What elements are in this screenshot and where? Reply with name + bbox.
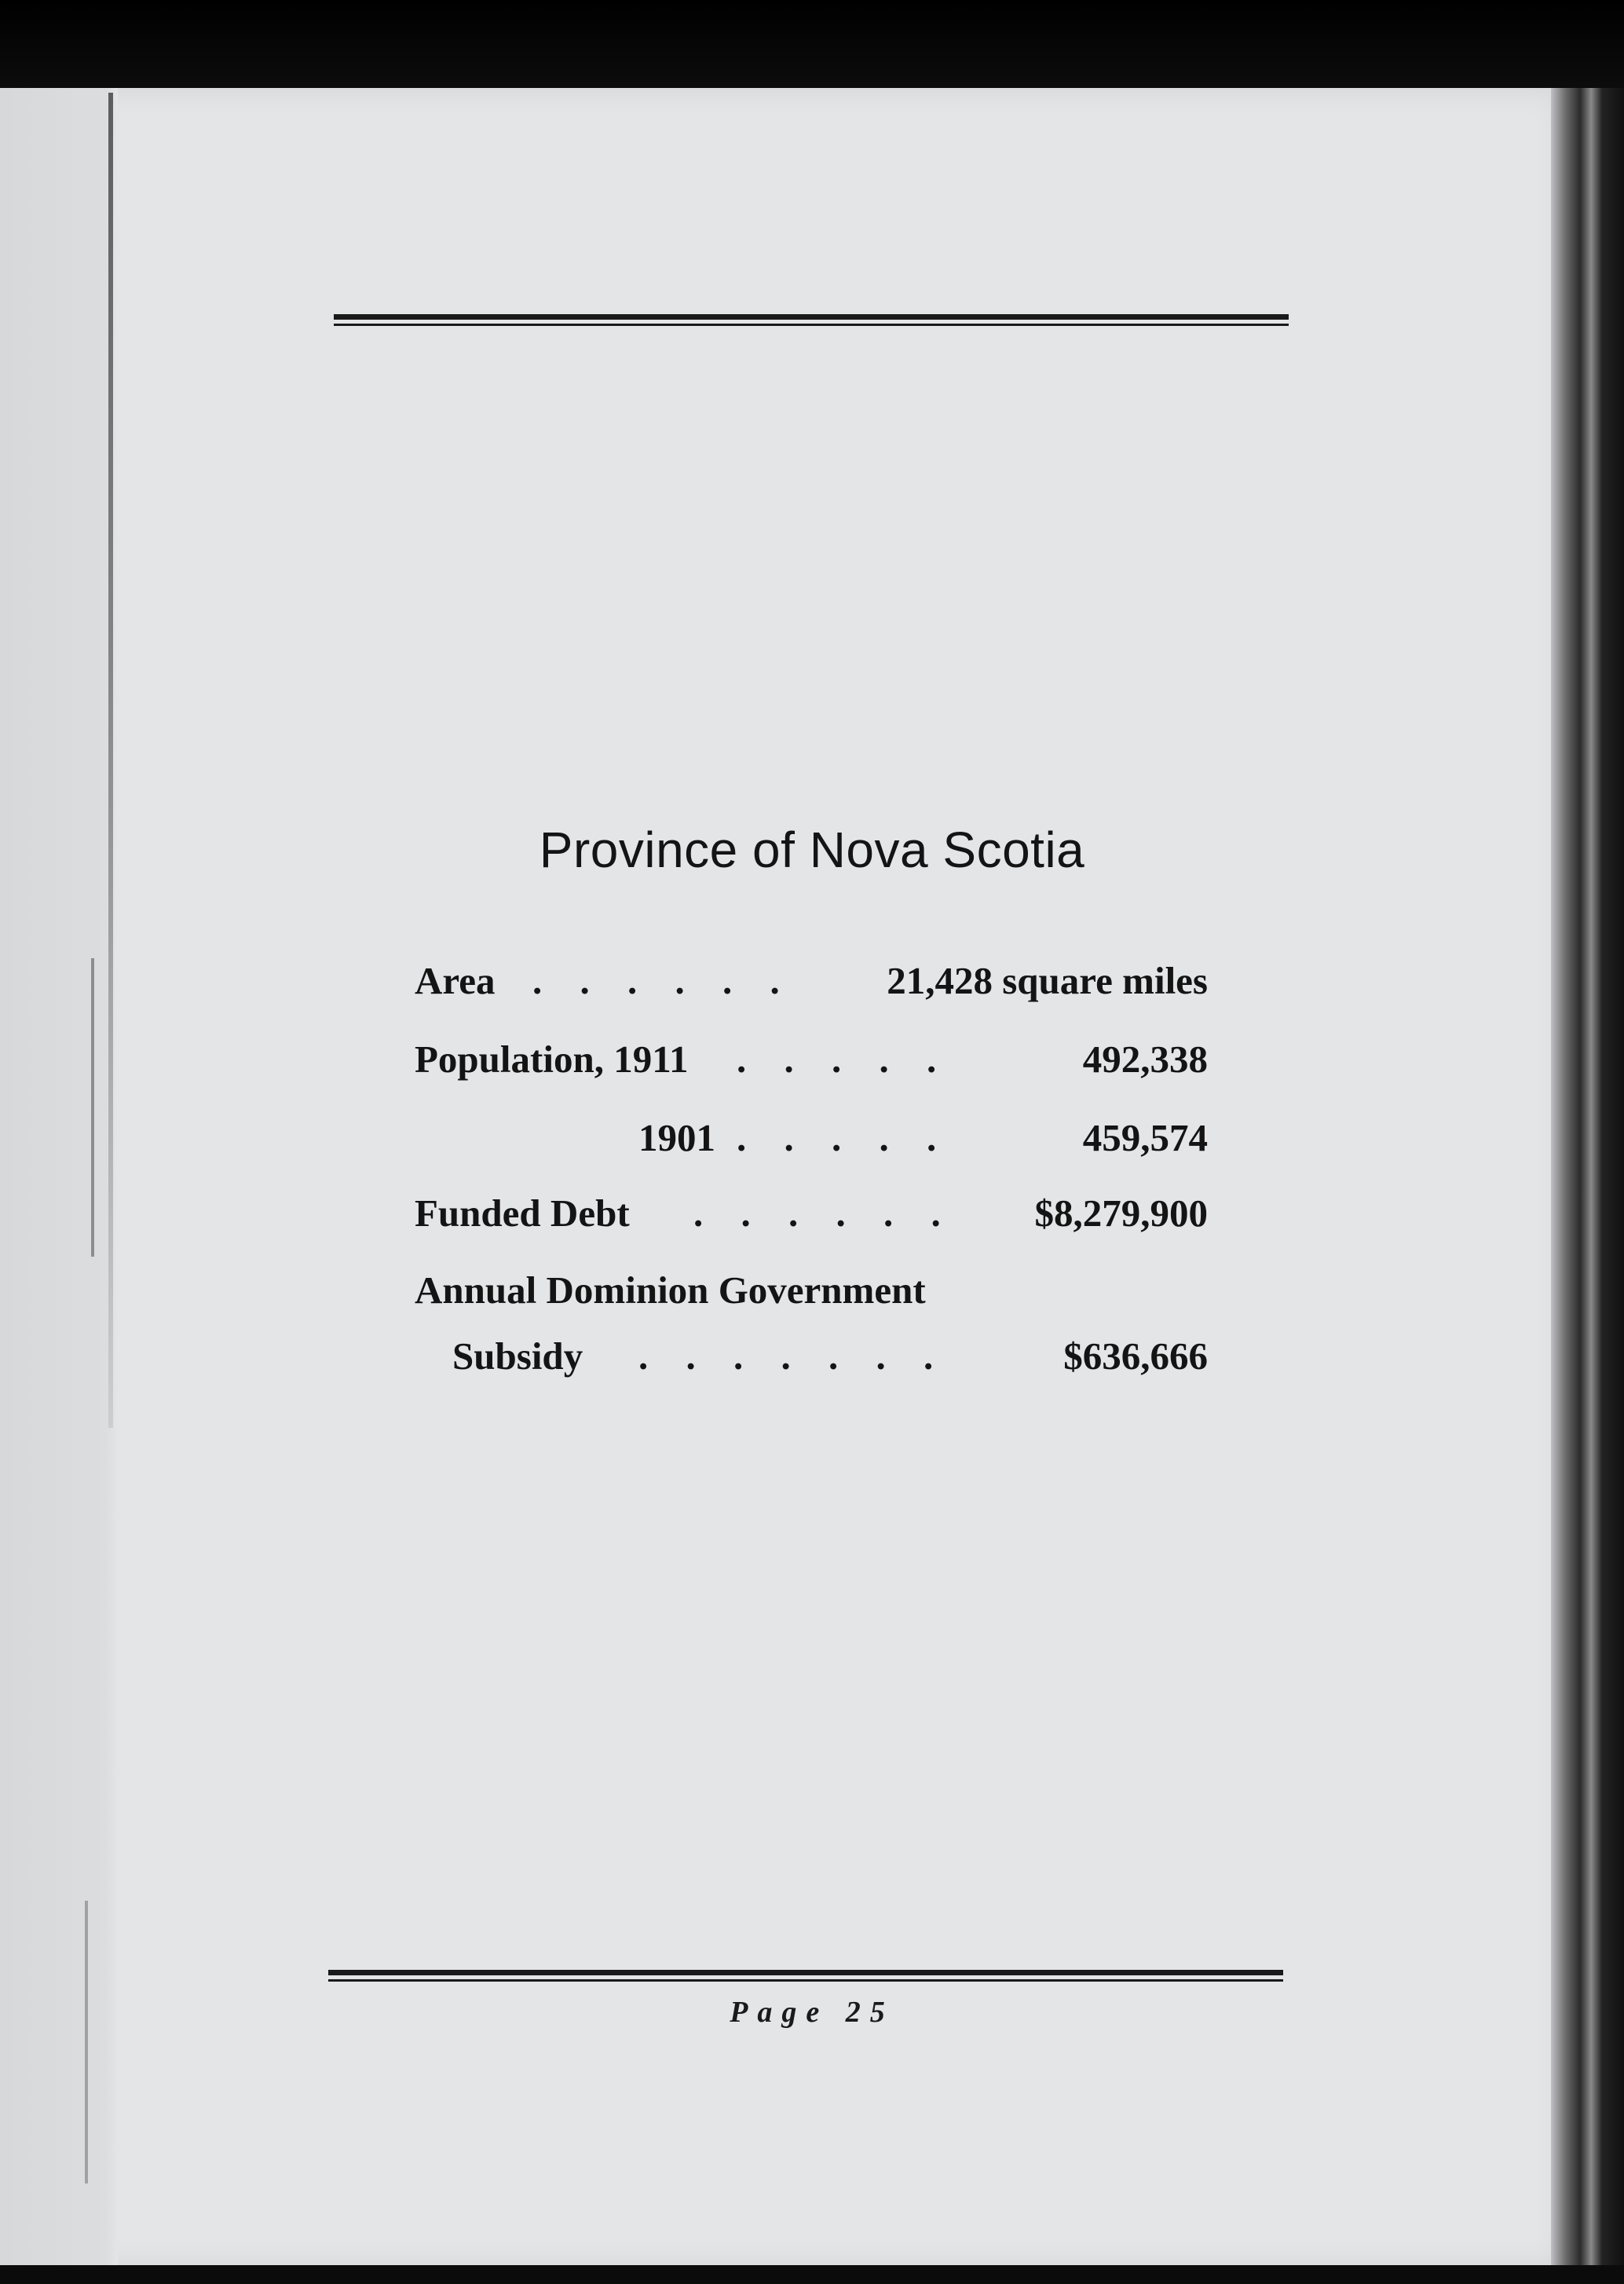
page-title: Province of Nova Scotia: [539, 822, 1085, 878]
stat-label: Annual Dominion Government: [415, 1268, 926, 1312]
page-number: Page 25: [730, 1996, 894, 2029]
top-double-rule: [334, 314, 1289, 326]
stat-row-subsidy: [415, 1334, 1208, 1381]
stat-value: 21,428 square miles: [887, 959, 1208, 1002]
bottom-double-rule: [328, 1970, 1283, 1982]
stat-row-area: [415, 958, 1208, 1005]
stat-label: Funded Debt: [415, 1191, 630, 1235]
stat-row-population-1911: [415, 1037, 1208, 1084]
document-page: [0, 88, 1563, 2268]
stat-row-population-1901: [415, 1115, 1208, 1162]
stat-label: Area: [415, 959, 496, 1002]
stat-label: Subsidy: [452, 1334, 583, 1378]
facing-page-edge: [0, 88, 118, 2268]
stat-row-funded-debt: [415, 1191, 1208, 1238]
stat-value: 492,338: [1082, 1038, 1208, 1081]
binding-crease-mark-lower: [85, 1901, 88, 2183]
leader-dots: . . . . .: [737, 1038, 951, 1081]
leader-dots: . . . . . . .: [638, 1334, 948, 1378]
leader-dots: . . . . . .: [532, 959, 794, 1002]
stat-label: Population, 1911: [415, 1038, 689, 1081]
leader-dots: . . . . .: [737, 1116, 951, 1159]
binding-crease-mark: [91, 958, 94, 1257]
stat-row-annual-dominion-government: [415, 1268, 1208, 1315]
stat-value: $636,666: [1063, 1334, 1208, 1378]
scanner-top-band: [0, 0, 1624, 94]
binding-crease: [108, 93, 113, 1428]
leader-dots: . . . . . .: [693, 1191, 955, 1235]
page-right-edge: [1551, 88, 1624, 2284]
scanner-bottom-band: [0, 2265, 1624, 2284]
stat-value: $8,279,900: [1034, 1191, 1208, 1235]
stat-label: 1901: [638, 1116, 715, 1159]
stat-value: 459,574: [1082, 1116, 1208, 1159]
